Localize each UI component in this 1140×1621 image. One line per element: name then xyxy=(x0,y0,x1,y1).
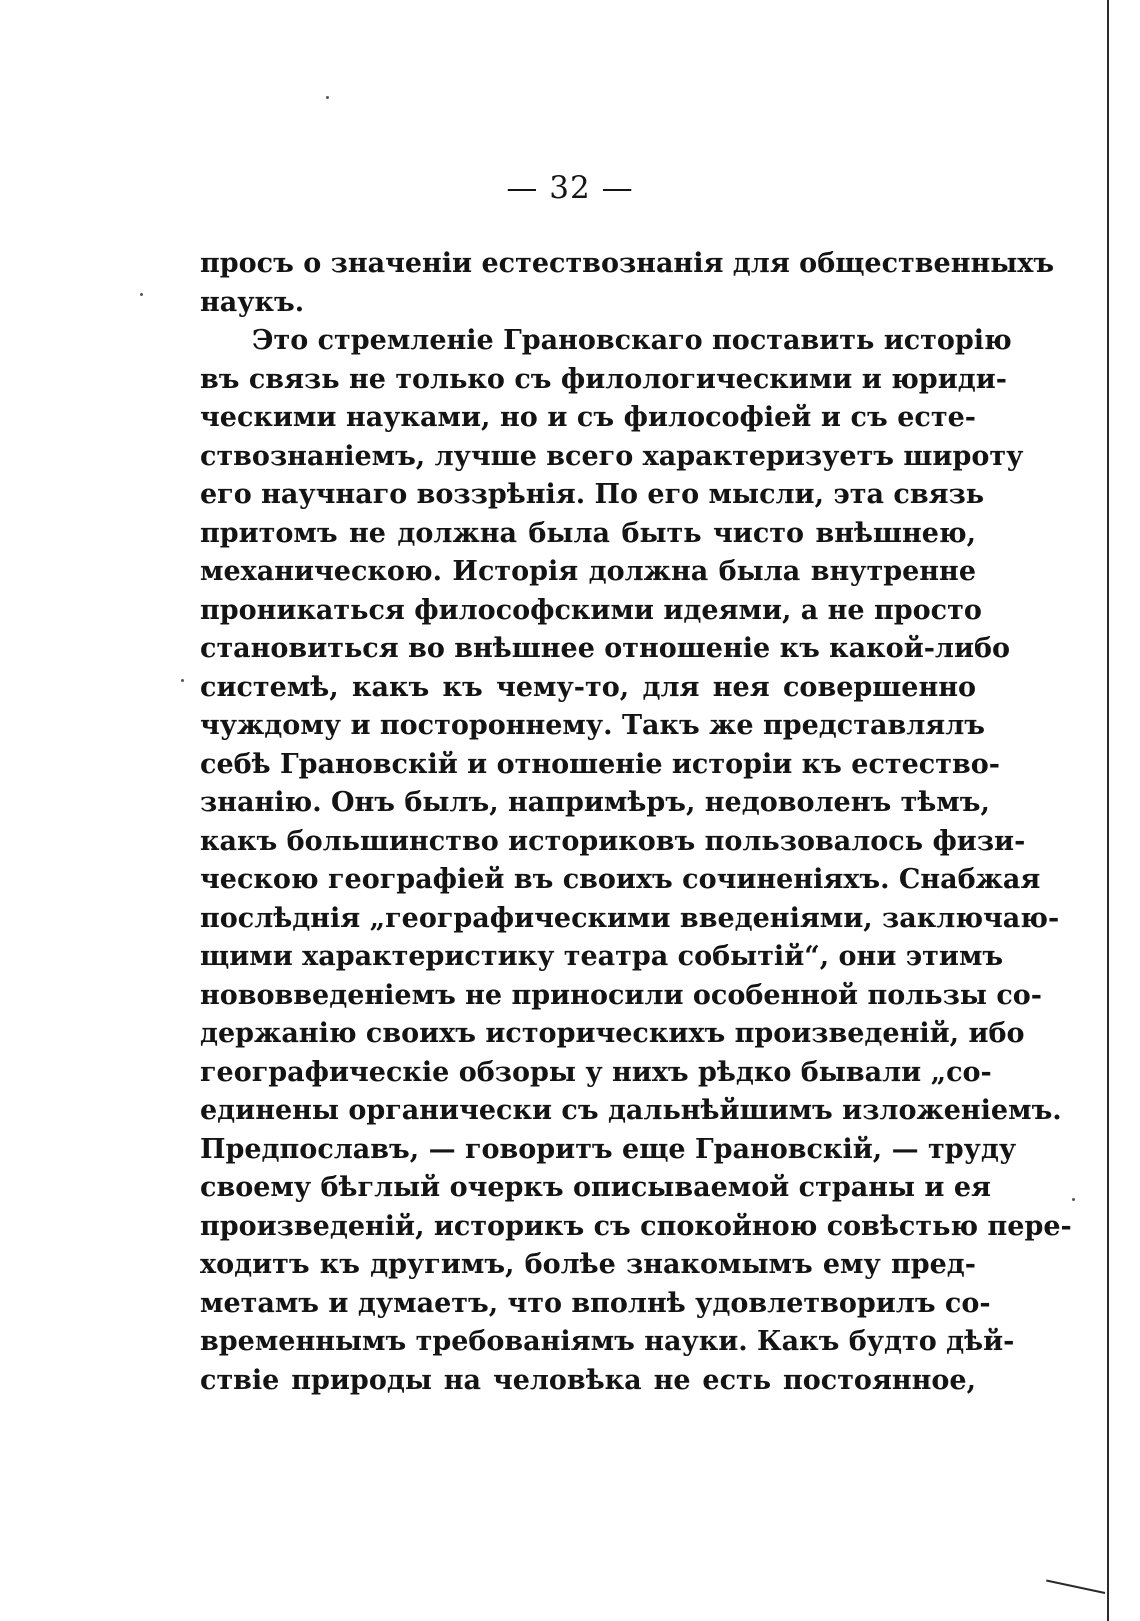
text-line-10: проникаться философскими идеями, а не просто xyxy=(200,594,982,626)
text-line-8: притомъ не должна была быть чисто внѣшнею, xyxy=(200,517,976,549)
text-line-1: просъ о значеніи естествознанія для общественныхъ xyxy=(200,248,1055,279)
text-line-5: ческими науками, но и съ философіей и съ есте- xyxy=(200,402,976,433)
text-line-2: наукъ. xyxy=(200,286,305,318)
text-line-15: знанію. Онъ былъ, напримѣръ, недоволенъ тѣмъ, xyxy=(200,787,990,818)
text-line-28: метамъ и думаетъ, что вполнѣ удовлетворилъ со- xyxy=(200,1287,991,1319)
text-line-25: своему бѣглый очеркъ описываемой страны и ея xyxy=(200,1172,991,1203)
text-line-7: его научнаго воззрѣнія. По его мысли, эта связь xyxy=(200,479,985,510)
text-line-13: чуждому и постороннему. Такъ же представлялъ xyxy=(200,710,985,741)
scan-speck xyxy=(140,293,143,296)
text-line-23: единены органически съ дальнѣйшимъ изложеніемъ. xyxy=(200,1095,1062,1126)
text-line-18: послѣднія „географическими введеніями, заключаю- xyxy=(200,902,1060,934)
text-line-24: Предпославъ, — говоритъ еще Грановскій, — труду xyxy=(200,1133,1017,1165)
text-line-3: Это стремленіе Грановскаго поставить исторію xyxy=(252,325,1012,356)
text-line-16: какъ большинство историковъ пользовалось физи- xyxy=(200,825,1026,857)
text-line-4: въ связь не только съ филологическими и юриди- xyxy=(200,363,1007,395)
scan-speck xyxy=(181,679,184,682)
text-line-6: ствознаніемъ, лучше всего характеризуетъ широту xyxy=(200,440,1024,472)
page-edge-rule xyxy=(1107,0,1109,1621)
text-line-20: нововведеніемъ не приносили особенной пользы со- xyxy=(200,979,1042,1011)
scan-speck xyxy=(326,96,329,99)
text-line-14: себѣ Грановскій и отношеніе исторіи къ естество- xyxy=(200,748,1000,780)
scan-speck xyxy=(1072,1198,1075,1201)
body-text xyxy=(200,245,1072,1400)
text-line-29: временнымъ требованіямъ науки. Какъ будто дѣй- xyxy=(200,1326,1015,1357)
text-line-19: щими характеристику театра событій“, они этимъ xyxy=(200,941,1004,972)
text-line-22: географическіе обзоры у нихъ рѣдко бывали „со- xyxy=(200,1056,992,1088)
text-line-26: произведеній, историкъ съ спокойною совѣстью пере- xyxy=(200,1210,1072,1242)
text-line-11: становиться во внѣшнее отношеніе къ какой-либо xyxy=(200,633,1010,664)
text-line-27: ходитъ къ другимъ, болѣе знакомымъ ему пред- xyxy=(200,1249,976,1280)
text-line-30: ствіе природы на человѣка не есть постоянное, xyxy=(200,1364,976,1396)
page-corner-mark xyxy=(1046,1580,1105,1594)
text-line-21: держанію своихъ историческихъ произведеній, ибо xyxy=(200,1018,1025,1049)
page-number: — 32 — xyxy=(506,170,634,206)
text-line-17: ческою географіей въ своихъ сочиненіяхъ. Снабжая xyxy=(200,864,1041,895)
text-line-9: механическою. Исторія должна была внутренне xyxy=(200,556,976,587)
text-line-12: системѣ, какъ къ чему-то, для нея совершенно xyxy=(200,671,976,703)
